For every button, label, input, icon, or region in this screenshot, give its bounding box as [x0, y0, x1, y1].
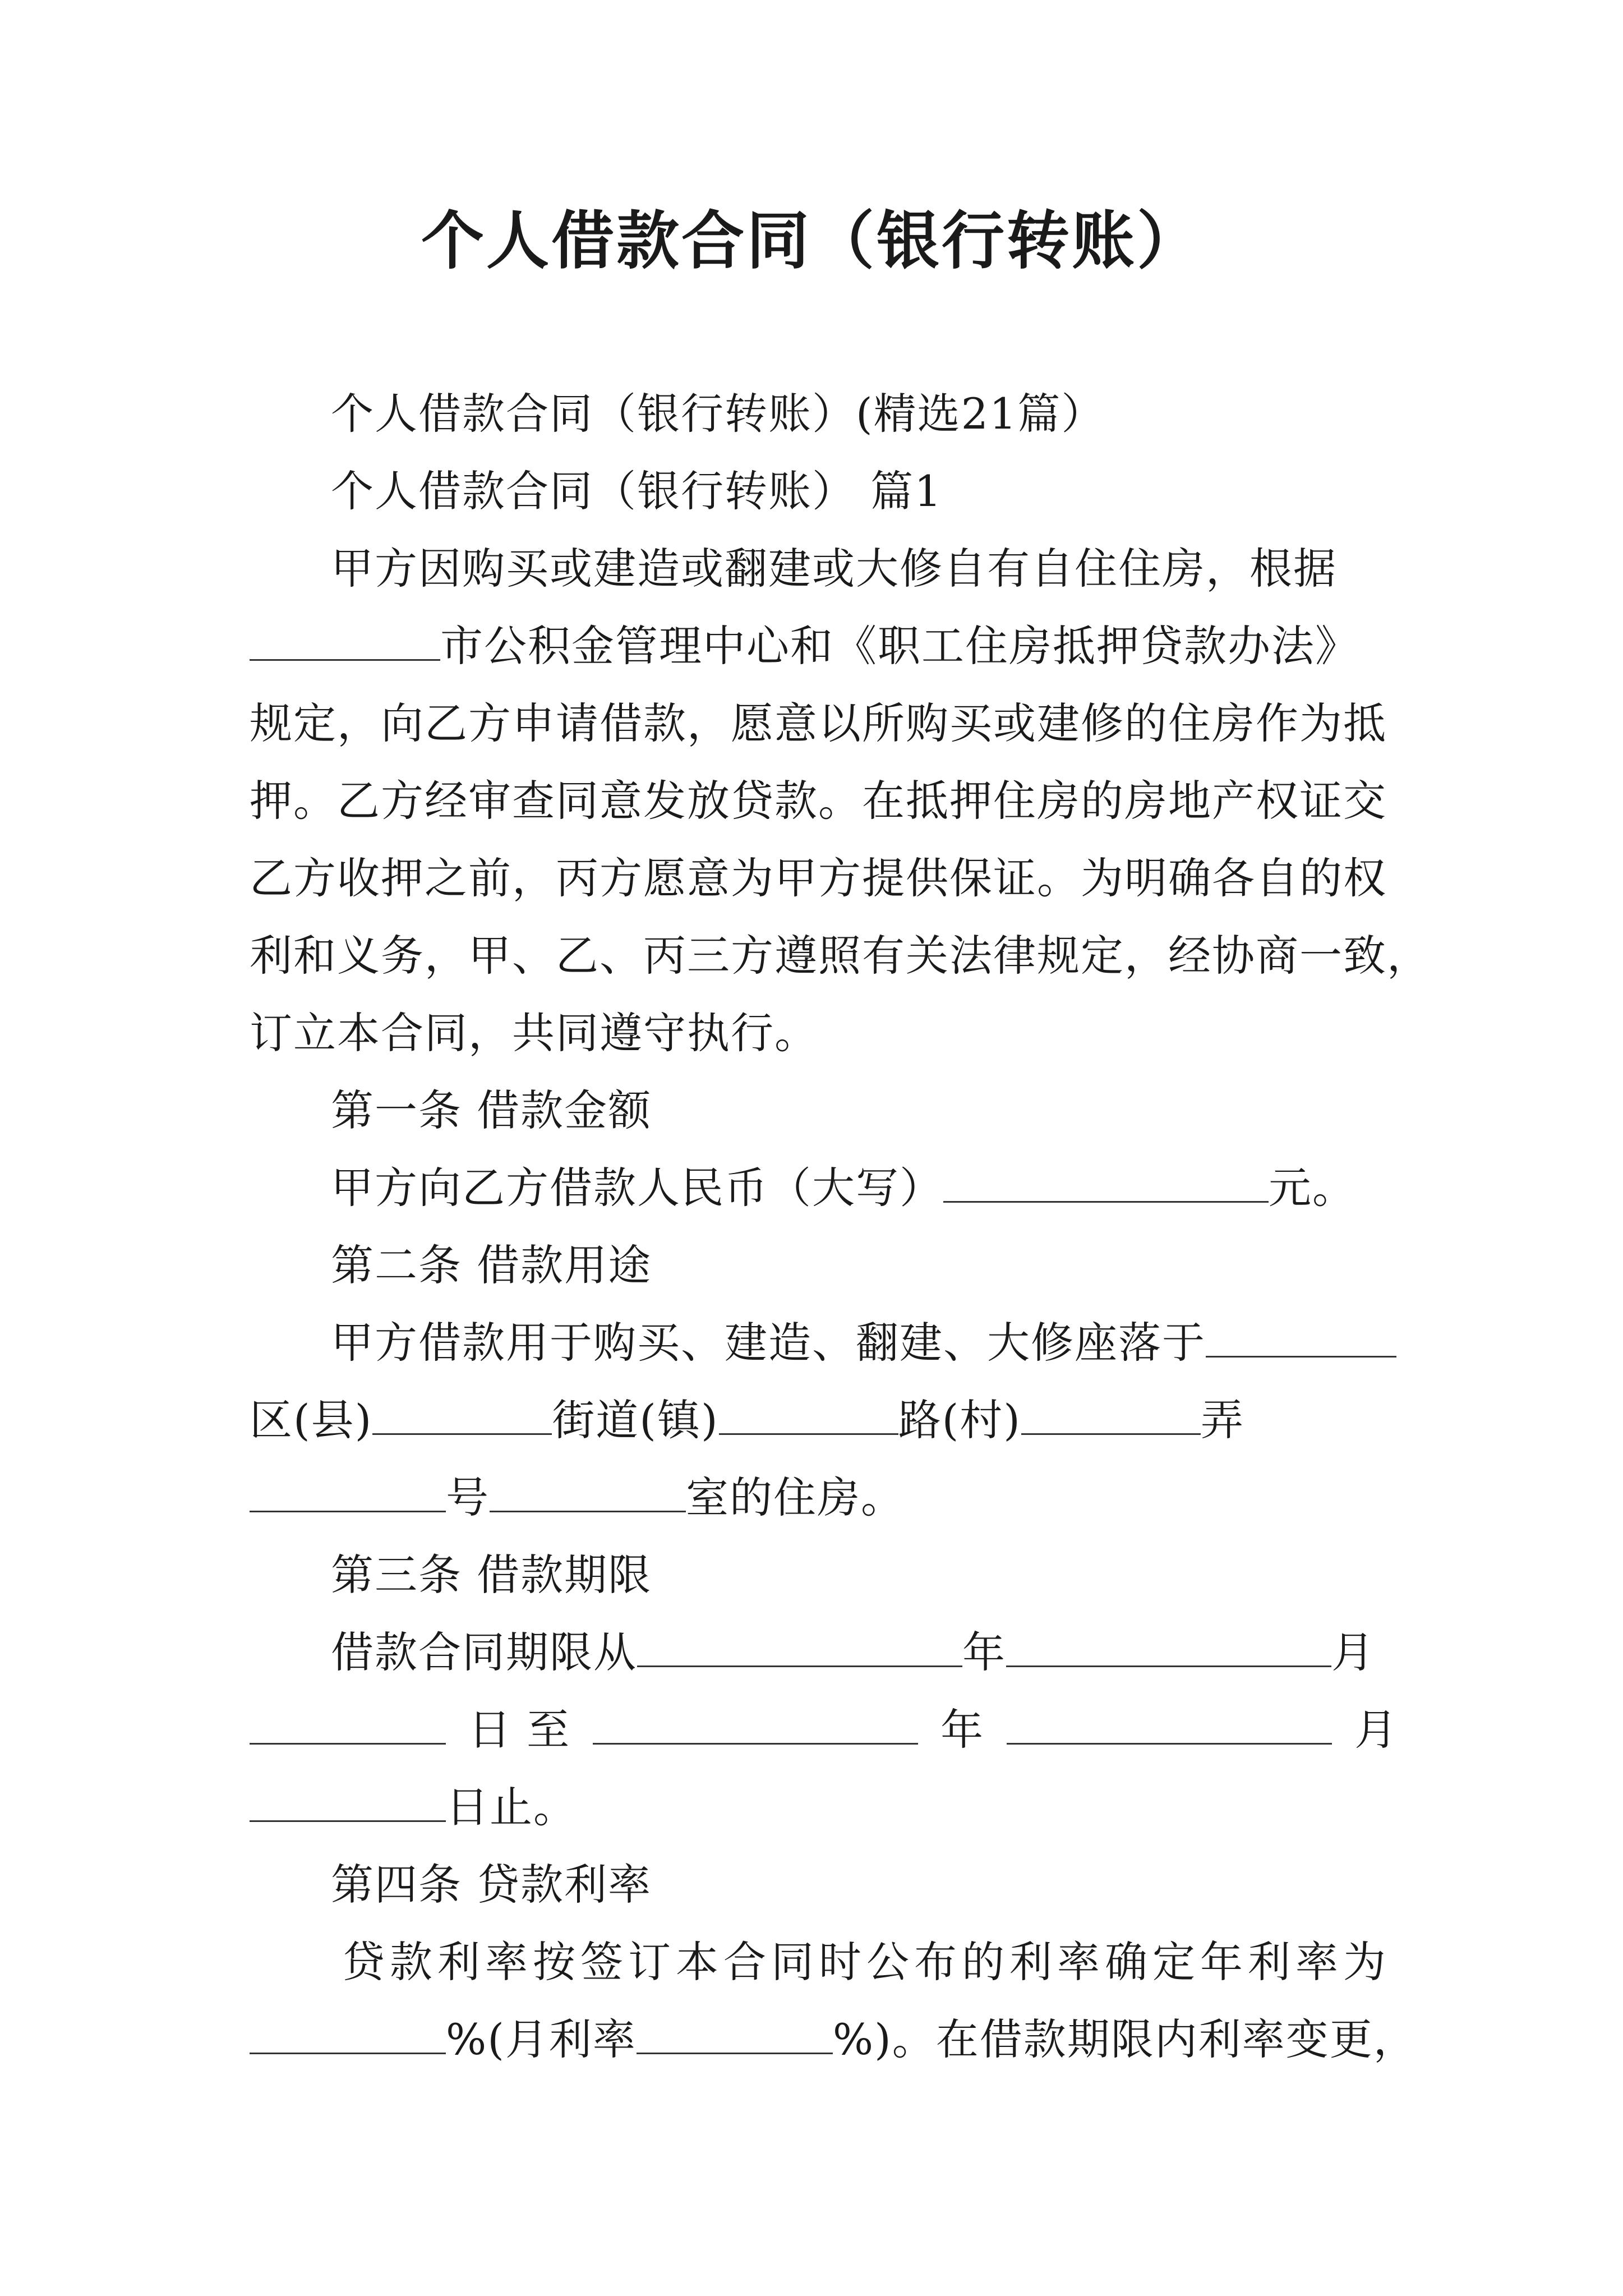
label-number: 号: [446, 1473, 490, 1522]
section-heading: 个人借款合同（银行转账） 篇1: [331, 466, 943, 516]
label-lane: 弄: [1200, 1395, 1244, 1445]
article-1-text: [331, 1160, 1356, 1216]
blank-street[interactable]: [719, 1394, 898, 1435]
blank-road[interactable]: [1021, 1394, 1201, 1435]
article-4-line-2: [250, 2012, 1417, 2068]
blank-district[interactable]: [372, 1394, 552, 1435]
label-road: 路(村): [898, 1395, 1021, 1445]
intro-line-4: 押。乙方经审查同意发放贷款。在抵押住房的房地产权证交: [250, 776, 1387, 826]
article-2-line-1: [331, 1315, 1396, 1371]
article-2-line-3: [250, 1470, 905, 1526]
document-subtitle: 个人借款合同（银行转账）(精选21篇）: [331, 389, 1105, 439]
blank-start-day[interactable]: [250, 1704, 446, 1745]
blank-number[interactable]: [490, 1471, 686, 1512]
intro-line-6: 利和义务，甲、乙、丙三方遵照有关法律规定，经协商一致，: [250, 931, 1431, 981]
label-end-month: 月: [1354, 1705, 1399, 1755]
label-end-year: 年: [940, 1705, 985, 1755]
article-4-line-1: 贷款利率按签订本合同时公布的利率确定年利率为: [342, 1937, 1391, 1987]
blank-annual-rate[interactable]: [250, 2013, 446, 2054]
article-2-line-2: [250, 1392, 1244, 1448]
label-district: 区(县): [250, 1395, 373, 1445]
intro-line-7: 订立本合同，共同遵守执行。: [250, 1008, 818, 1058]
article-1-text-after: 元。: [1269, 1163, 1356, 1213]
blank-city[interactable]: [250, 620, 440, 661]
label-room: 室的住房。: [686, 1473, 905, 1522]
article-4-heading: 第四条 贷款利率: [331, 1860, 652, 1910]
blank-end-day[interactable]: [250, 1781, 446, 1822]
blank-end-month[interactable]: [1007, 1704, 1332, 1745]
blank-monthly-rate[interactable]: [637, 2013, 833, 2054]
article-3-heading: 第三条 借款期限: [331, 1550, 652, 1600]
article-1-text-before: 甲方向乙方借款人民币（大写）: [331, 1163, 943, 1213]
article-3-line-1-text: 借款合同期限从: [331, 1627, 637, 1677]
intro-line-1: 甲方因购买或建造或翻建或大修自有自住住房，根据: [331, 544, 1337, 593]
article-4-line-2-after: %)。在借款期限内利率变更，: [832, 2014, 1417, 2064]
blank-start-year[interactable]: [637, 1626, 962, 1667]
intro-line-2: [250, 618, 1359, 674]
intro-line-5: 乙方收押之前，丙方愿意为甲方提供保证。为明确各自的权: [250, 853, 1387, 903]
blank-end-year[interactable]: [593, 1704, 918, 1745]
intro-line-3: 规定，向乙方申请借款，愿意以所购买或建修的住房作为抵: [250, 698, 1387, 748]
article-3-line-1: [331, 1625, 1375, 1681]
article-2-line-1-text: 甲方借款用于购买、建造、翻建、大修座落于: [331, 1318, 1206, 1368]
blank-start-month[interactable]: [1006, 1626, 1331, 1667]
document-title: 个人借款合同（银行转账）: [421, 204, 1202, 278]
article-1-heading: 第一条 借款金额: [331, 1085, 652, 1135]
label-street: 街道(镇): [552, 1395, 719, 1445]
article-3-line-3: [250, 1779, 577, 1835]
label-start-year: 年: [962, 1627, 1006, 1677]
blank-loan-amount[interactable]: [943, 1162, 1269, 1203]
intro-line-2-text: 市公积金管理中心和《职工住房抵押贷款办法》: [440, 621, 1359, 671]
label-start-month: 月: [1331, 1627, 1375, 1677]
label-monthly-rate: %(月利率: [446, 2014, 637, 2064]
article-3-line-2: [250, 1702, 1398, 1758]
label-day-to: 日 至: [468, 1705, 571, 1755]
article-2-heading: 第二条 借款用途: [331, 1240, 652, 1290]
blank-location[interactable]: [1206, 1317, 1396, 1358]
label-end: 日止。: [446, 1782, 577, 1832]
blank-lane[interactable]: [250, 1471, 446, 1512]
